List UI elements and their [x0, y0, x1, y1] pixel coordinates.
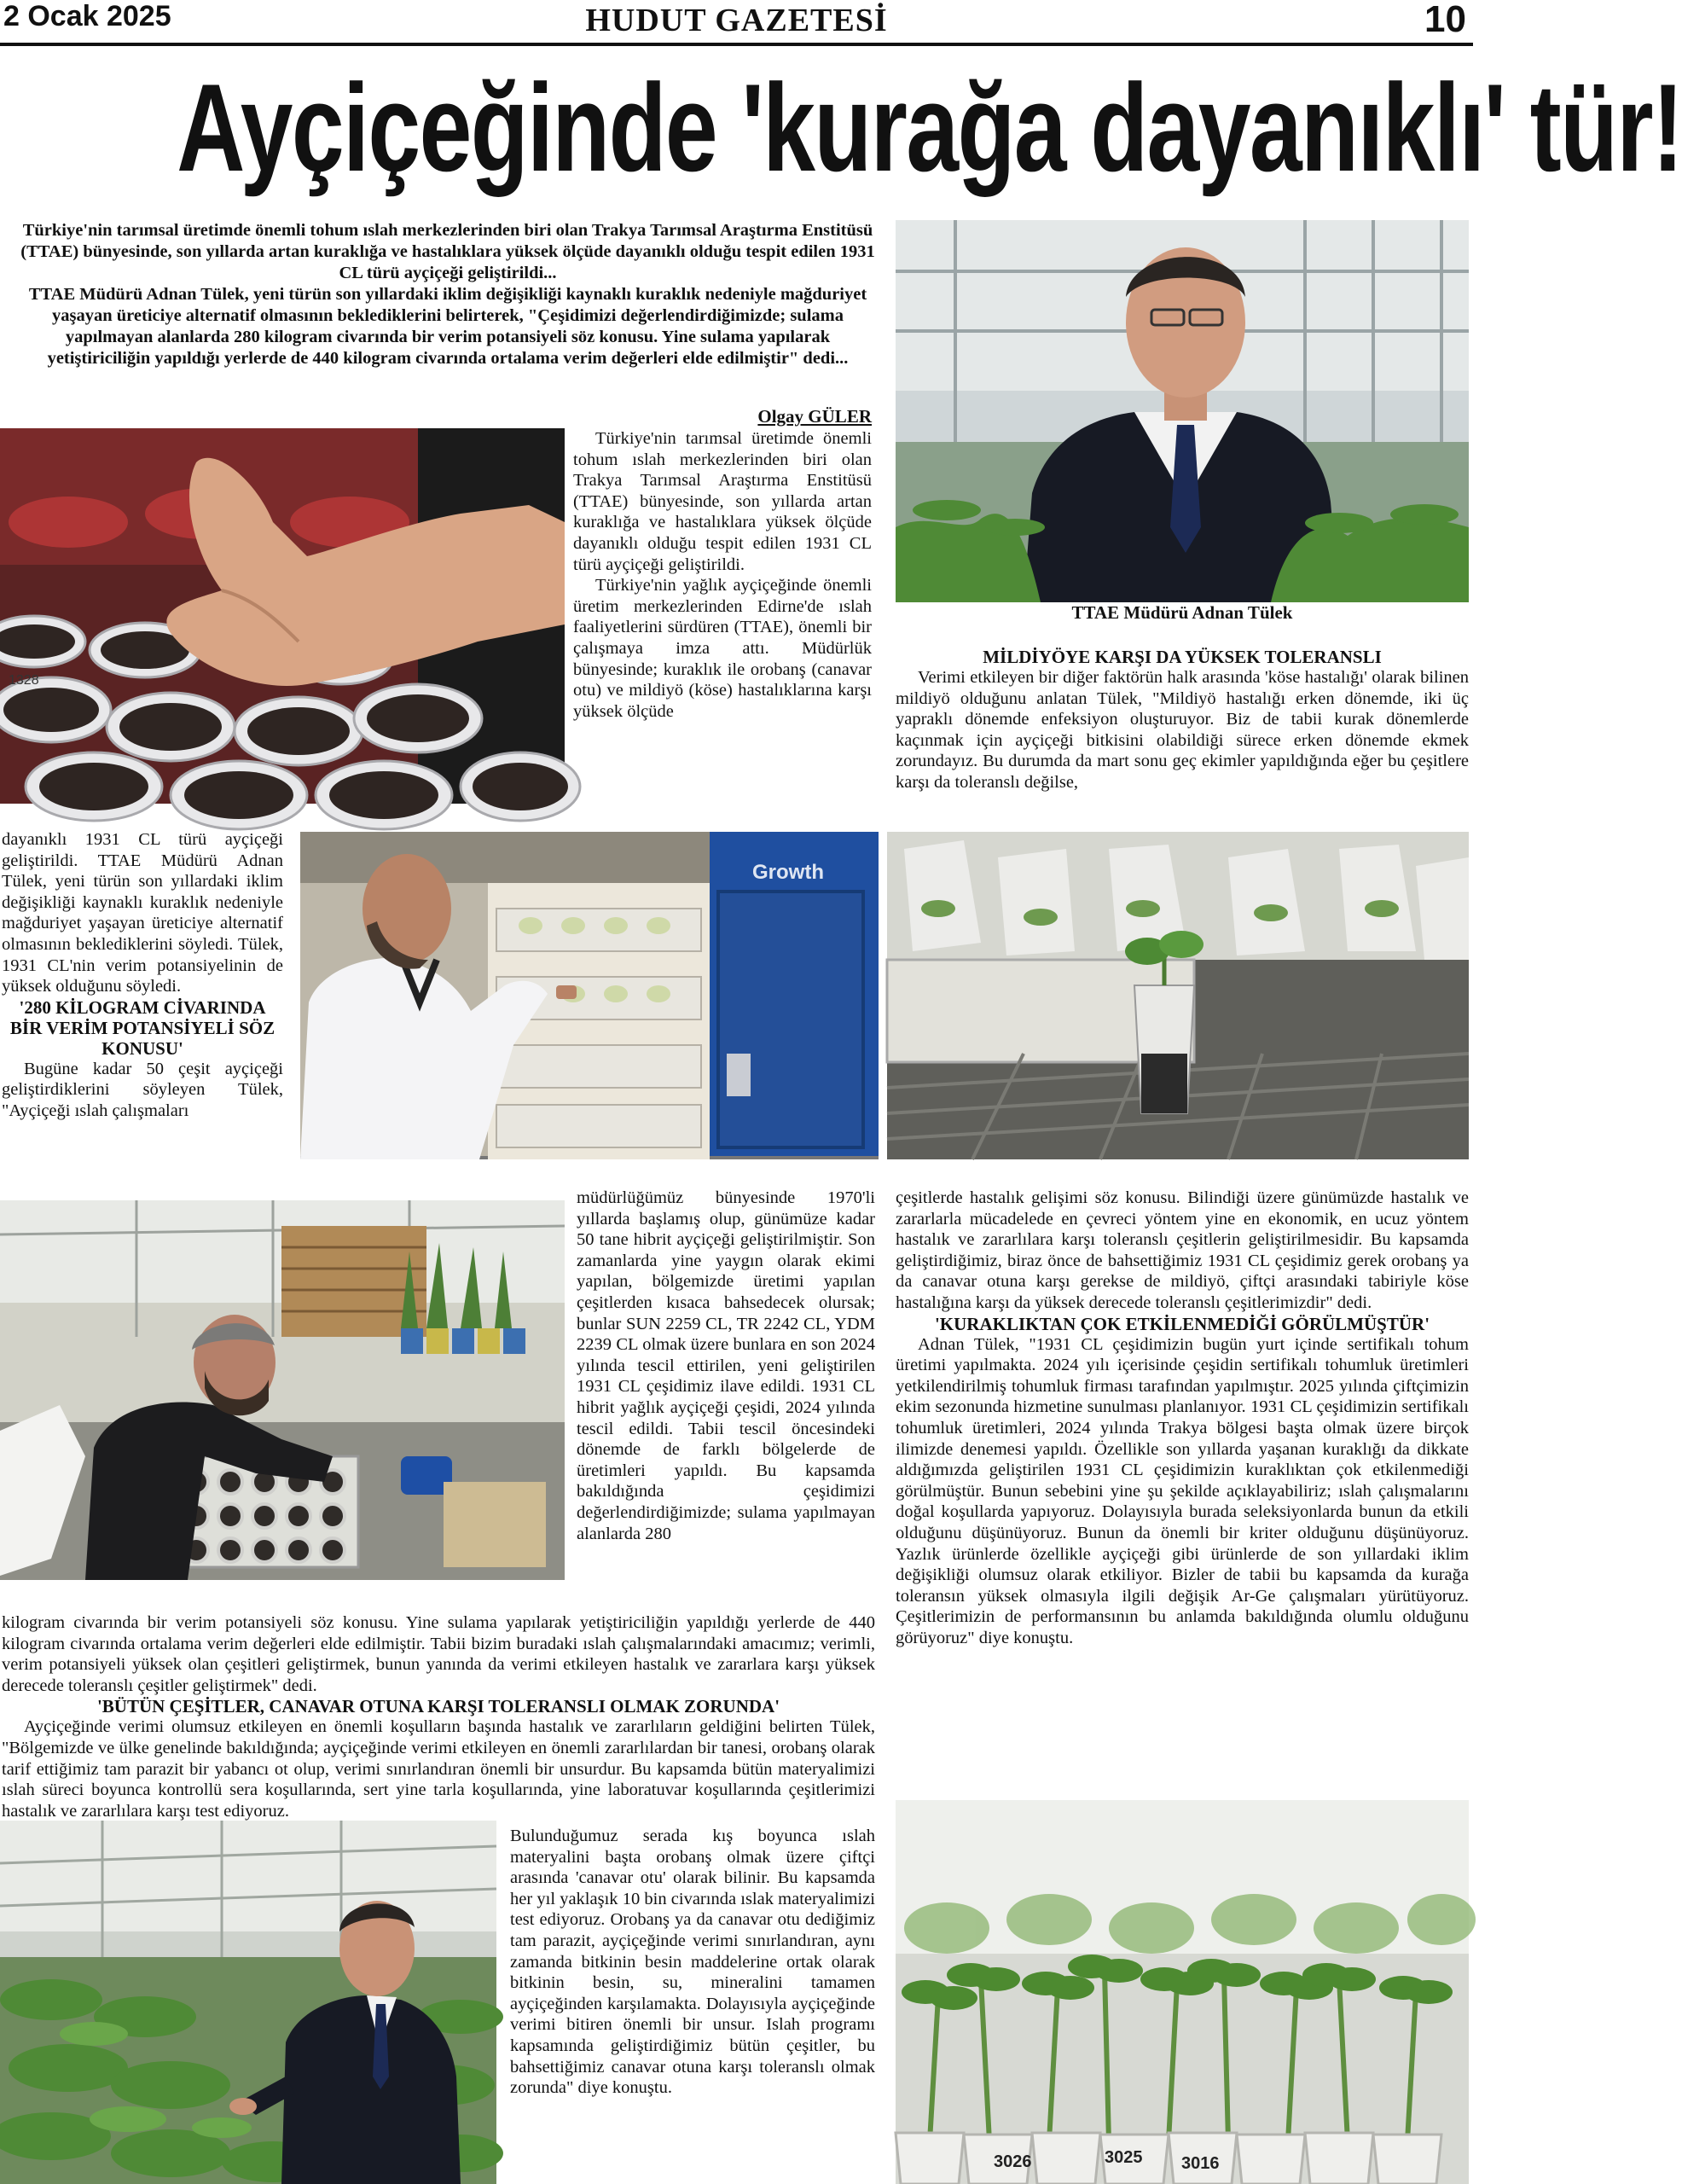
pot-label: 3016	[1181, 2154, 1220, 2173]
intro-paragraph: Türkiye'nin tarımsal üretimde önemli tohum ıslah merkezlerinden biri olan Trakya Tarımsal Araştırma Enstitüsü (TTAE) bünyesinde, son yıllarda artan kuraklığa ve hastalıklara yüksek ölçüde dayanıklı olduğu tespit edilen 1931 CL türü ayçiçeği geliştirildi...	[20, 221, 875, 282]
pot-label: 3026	[994, 2152, 1032, 2171]
article-column-1	[573, 428, 872, 722]
photo-growth-chamber	[300, 832, 879, 1159]
article-column-2	[2, 829, 283, 1122]
article-column-4	[510, 1826, 875, 2099]
body-paragraph: Bulunduğumuz serada kış boyunca ıslah materyalini başta orobanş olmak üzere çiftçi arasında 'canavar otu' olarak bilinir. Bu kapsamda her yıl yaklaşık 10 bin civarında ıslak materyalimizi test ediyoruz. Orobanş ya da canavar otu dediğimiz tam parazit, ayçiçeğinde verimi sınırlandıran, aynı zamanda bitkinin besin maddelerine ortak olarak bitkinin besin, su, mineralini tamamen ayçiçeğinden karşılamakta. Dolayısıyla ayçiçeğinde verimi bitiren önemli bir unsur. Islah programı kapsamında geliştirdiğimiz bütün çeşitler, bu bahsettiğimiz canavar otuna karşı toleranslı olmak zorunda" diye konuştu.	[510, 1827, 875, 2098]
body-paragraph: Türkiye'nin yağlık ayçiçeğinde önemli üretim merkezlerinden Edirne'de ıslah faaliyetlerini sürdüren (TTAE), önemli bir çalışmaya imza attı. Müdürlük bünyesinde; kuraklık ile orobanş (canavar otu) ve mildiyö (köse) hastalıklarına karşı yüksek ölçüde	[573, 576, 872, 721]
headline: Ayçiçeğinde 'kurağa dayanıklı' tür!	[177, 58, 1682, 197]
subheading: MİLDİYÖYE KARŞI DA YÜKSEK TOLERANSLI	[983, 647, 1382, 667]
intro-paragraph: TTAE Müdürü Adnan Tülek, yeni türün son yıllardaki iklim değişikliği kaynaklı kuraklık nedeniyle mağduriyet yaşayan üreticiye alternatif olmasının beklediklerini belirterek, "Çeşidimizi değerlendirdiğimizde; sulama yapılmayan alanlarda 280 kilogram civarında bir verim potansiyeli söz konusu. Yine sulama yapılarak yetiştiriciliğin yapıldığı yerlerde de 440 kilogram civarında ortalama verim değerleri elde edilmiştir" dedi...	[28, 285, 867, 368]
photo-greenhouse-worker	[0, 1200, 565, 1580]
body-paragraph: müdürlüğümüz bünyesinde 1970'li yıllarda başlamış olup, günümüze kadar 50 tane hibrit ayçiçeği geliştirilmiştir. Son zamanlarda yine yaygın olarak ekimi yapılan, bölgemizde üretimi yapılan çeşitlerden kısaca bahsedecek olursak; bunlar SUN 2259 CL, TR 2242 CL, YDM 2239 CL olmak üzere bunlara en son 2024 yılında tescil ettirilen, yeni geliştirilen 1931 CL çeşidimiz ilave edildi. 1931 CL hibrit yağlık ayçiçeği çeşidi, 2024 yılında tescil edildi. Tabii tescil öncesindeki dönemde de farklı bölgelerde de üretimleri yapıldı. Bu kapsamda bakıldığında çeşidimizi değerlendirdiğimizde; sulama yapılmayan alanlarda 280	[577, 1188, 875, 1543]
article-column-right-continued	[896, 1188, 1469, 1648]
subheading: '280 KİLOGRAM CİVARINDA BİR VERİM POTANSİYELİ SÖZ KONUSU'	[9, 996, 276, 1059]
intro-block	[17, 220, 879, 369]
subheading: 'KURAKLIKTAN ÇOK ETKİLENMEDİĞİ GÖRÜLMÜŞTÜR'	[934, 1313, 1430, 1334]
photo-seedlings-closeup	[896, 1800, 1469, 2184]
photo-director-seedlings	[0, 1821, 496, 2184]
pot-label: 1328	[9, 673, 39, 688]
subheading: 'BÜTÜN ÇEŞİTLER, CANAVAR OTUNA KARŞI TOLERANSLI OLMAK ZORUNDA'	[96, 1696, 780, 1717]
body-paragraph: kilogram civarında bir verim potansiyeli söz konusu. Yine sulama yapılarak yetiştiriciliğin yapıldığı yerlerde de 440 kilogram civarında ortalama verim değerleri elde edilmiştir. Tabii bizim buradaki ıslah çalışmalarındaki amacımız; verimli, verim potansiyeli yüksek olan çeşitleri geliştirmek, bunun yanında da verimi etkileyen hastalık ve zararlara karşı yüksek derecede toleranslı çeşitler geliştirmek" dedi.	[2, 1613, 875, 1695]
body-paragraph: Verimi etkileyen bir diğer faktörün halk arasında 'köse hastalığı' olarak bilinen mildiyö olduğunu anlatan Tülek, "Mildiyö hastalığı erken dönemde, iki üç yapraklı dönemde enfeksiyon oluşturuyor. Biz de tabii kurak dönemlerde kaçınmak için ayçiçeği bitkisini olabildiği sürece erken dönemde ekmek zorundayız. Bu durumda da mart sonu geç ekimler yapıldığında eğer bu çeşitlere karşı da toleranslı değilse,	[896, 668, 1469, 792]
issue-date: 2 Ocak 2025	[3, 0, 171, 32]
body-paragraph: Adnan Tülek, "1931 CL çeşidimizin bugün yurt içinde sertifikalı tohum üretimi yapılmakta. 2024 yılı içerisinde çeşidin sertifikalı tohumluk üretimleri yetkilendirilmiş tohumluk firması tarafından yapılmıştır. 2025 yılında çiftçimizin ekim sezonunda hizmetine sunulması planlanıyor. 1931 CL çeşidimizin sertifikalı tohumluk üretimleri, 2024 yılında Trakya bölgesi başta olmak üzere birçok ilimizde denemesi yapıldı. Özellikle son yıllarda yaşanan kuraklığı da dikkate aldığımızda geliştirilen 1931 CL çeşidimizin kuraklıktan çok etkilenmediği görülmüştür. Bunun sebebini yine şu şekilde açıklayabiliriz; ıslah çalışmalarını doğal koşullarda yapıyoruz. Dolayısıyla burada seleksiyonlarda bunun da etkili olduğunu düşünüyoruz. Bunun da önemli bir kriter olduğunu düşünüyoruz. Yazlık ürünlerde özellikle ayçiçeği gibi ürünlerde de son yıllardaki iklim değişikliği olumsuz olarak etkiliyor. Bizler de tabii bu kapsamda da kurağa toleransın yüksek olmasıyla ilgili değişik Ar-Ge çalışmaları yürütüyoruz. Çeşitlerimizin de performansının bu anlamda bakıldığında olumlu olduğunu görüyoruz" diye konuştu.	[896, 1334, 1469, 1647]
body-paragraph: Ayçiçeğinde verimi olumsuz etkileyen en önemli koşulların başında hastalık ve zararlıların geldiğini belirten Tülek, "Bölgemizde ve ülke genelinde bakıldığında; ayçiçeğinde verimi etkileyen en önemli zararlılardan bir tanesi, orobanş olarak tarif ettiğimiz tam parazit bir yabancı ot olup, verimi sınırlandıran önemli bir unsurdur. Bu kapsamda bütün materyalimizi ıslah süreci boyunca kontrollü sera koşullarında, sert yine tarla koşullarında, yine laboratuvar koşullarında çeşitlerimizi hastalık ve zararlılara karşı test ediyoruz.	[2, 1717, 875, 1821]
body-paragraph: çeşitlerde hastalık gelişimi söz konusu. Bilindiği üzere günümüzde hastalık ve zararlarla mücadelede en çevreci yöntem yine en ekonomik, en ucuz yöntem hastalık ve zararlılara karşı toleranslı çeşitlerin geliştirilmesidir. Bu kapsamda geliştirdiğimiz, biraz önce de bahsettiğimiz 1931 CL çeşidimiz gerek orobanş ya da canavar otuna karşı gerekse de mildiyö, çiftçi arasındaki tabiriyle köse hastalığına karşı da yüksek derecede toleranslı çeşitlerimizdir" dedi.	[896, 1188, 1469, 1312]
chamber-sign-text: Growth	[752, 861, 824, 884]
body-paragraph: Türkiye'nin tarımsal üretimde önemli tohum ıslah merkezlerinden biri olan Trakya Tarımsal Araştırma Enstitüsü (TTAE) bünyesinde, son yıllarda artan kuraklığa ve hastalıklara yüksek ölçüde dayanıklı olduğu tespit edilen 1931 CL türü ayçiçeği geliştirildi.	[573, 429, 872, 574]
body-paragraph: dayanıklı 1931 CL türü ayçiçeği geliştirildi. TTAE Müdürü Adnan Tülek, yeni türün son yıllardaki iklim değişikliği kaynaklı kuraklık nedeniyle mağduriyet yaşayan üreticiye alternatif olmasının beklediklerini söyledi. Tülek, 1931 CL'nin verim potansiyelinin de yüksek olduğunu söyledi.	[2, 830, 283, 996]
newspaper-name: HUDUT GAZETESİ	[585, 3, 888, 38]
photo-seedling-cups	[887, 832, 1469, 1159]
article-wide-block	[2, 1612, 875, 1821]
photo-portrait-director	[896, 220, 1469, 602]
body-paragraph: Bugüne kadar 50 çeşit ayçiçeği geliştirdiklerini söyleyen Tülek, "Ayçiçeği ıslah çalışmaları	[2, 1059, 283, 1120]
article-column-3	[577, 1188, 875, 1544]
photo-hand-seeds	[0, 428, 565, 804]
photo-caption: TTAE Müdürü Adnan Tülek	[1071, 602, 1293, 623]
pot-label: 3025	[1105, 2148, 1143, 2167]
header-divider	[0, 43, 1473, 46]
byline: Olgay GÜLER	[757, 406, 872, 427]
page-number: 10	[1424, 0, 1466, 40]
article-column-right	[896, 647, 1469, 793]
